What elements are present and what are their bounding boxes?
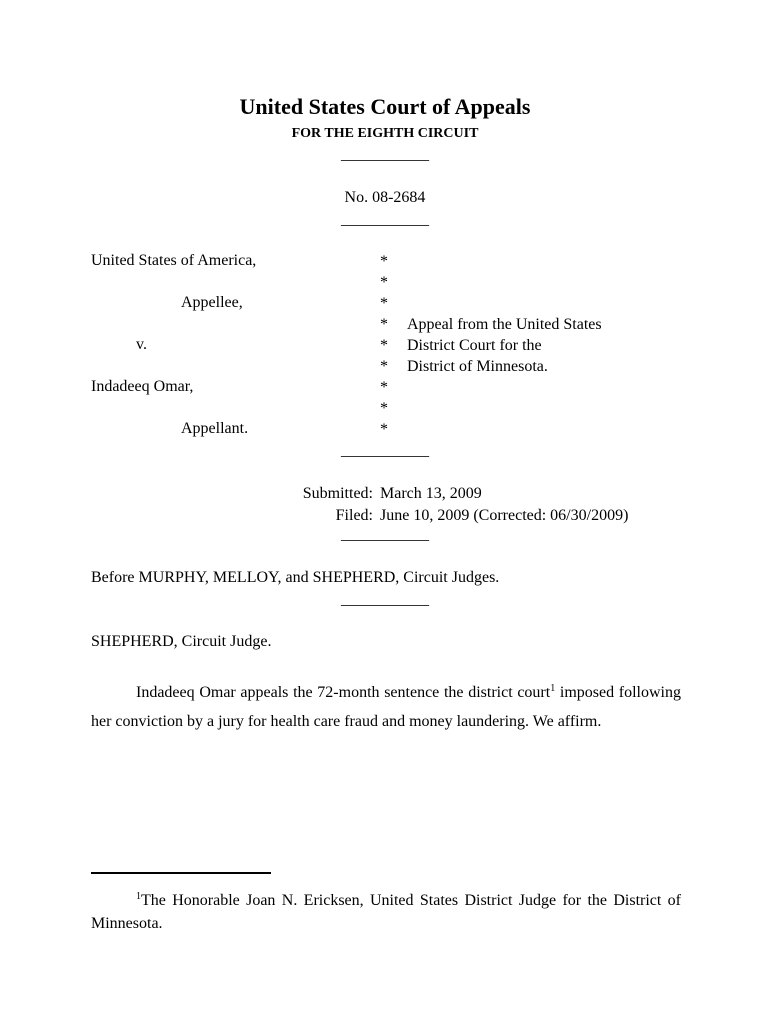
caption-star: * xyxy=(380,274,388,291)
caption-star: * xyxy=(380,358,388,375)
opinion-author: SHEPHERD, Circuit Judge. xyxy=(91,633,272,650)
court-title: United States Court of Appeals xyxy=(239,94,531,119)
appeal-line: Appeal from the United States xyxy=(407,316,602,333)
separator-line: ___________ xyxy=(341,211,429,228)
filed-date: June 10, 2009 (Corrected: 06/30/2009) xyxy=(380,507,629,524)
caption-star: * xyxy=(380,421,388,438)
opinion-paragraph: Indadeeq Omar appeals the 72-month sentence the district court$^1$ imposed following her conviction by a jury for health care fraud and money laundering. We affirm. xyxy=(91,683,682,730)
submitted-label: Submitted: xyxy=(302,485,373,502)
footnote: $^1$The Honorable Joan N. Ericksen, United States District Judge for the District of Minnesota. xyxy=(91,891,681,932)
footnote-mark: 1 xyxy=(136,891,141,902)
defendant-name: Indadeeq Omar, xyxy=(91,378,194,395)
filed-label: Filed: xyxy=(335,507,373,524)
separator-line: ___________ xyxy=(341,442,429,459)
separator-line: ___________ xyxy=(341,591,429,608)
circuit-name: FOR THE EIGHTH CIRCUIT xyxy=(291,126,479,141)
caption-star: * xyxy=(380,337,388,354)
caption-star: * xyxy=(380,379,388,396)
caption-star: * xyxy=(380,316,388,333)
caption-star: * xyxy=(380,295,388,312)
defendant-role: Appellant. xyxy=(181,420,249,437)
separator-line: ___________ xyxy=(341,146,429,163)
footnote-rule xyxy=(91,872,271,874)
panel-line: Before MURPHY, MELLOY, and SHEPHERD, Circuit Judges. xyxy=(91,569,500,586)
footnote-reference[interactable]: 1 xyxy=(550,683,556,694)
plaintiff-role: Appellee, xyxy=(181,294,243,311)
caption-star: * xyxy=(380,400,388,417)
caption-star: * xyxy=(380,253,388,270)
separator-line: ___________ xyxy=(341,526,429,543)
appeal-line: District of Minnesota. xyxy=(407,358,548,375)
submitted-date: March 13, 2009 xyxy=(380,485,482,502)
plaintiff-name: United States of America, xyxy=(91,252,257,269)
appeal-line: District Court for the xyxy=(407,337,542,354)
case-number: No. 08-2684 xyxy=(344,189,426,206)
versus: v. xyxy=(136,336,147,353)
